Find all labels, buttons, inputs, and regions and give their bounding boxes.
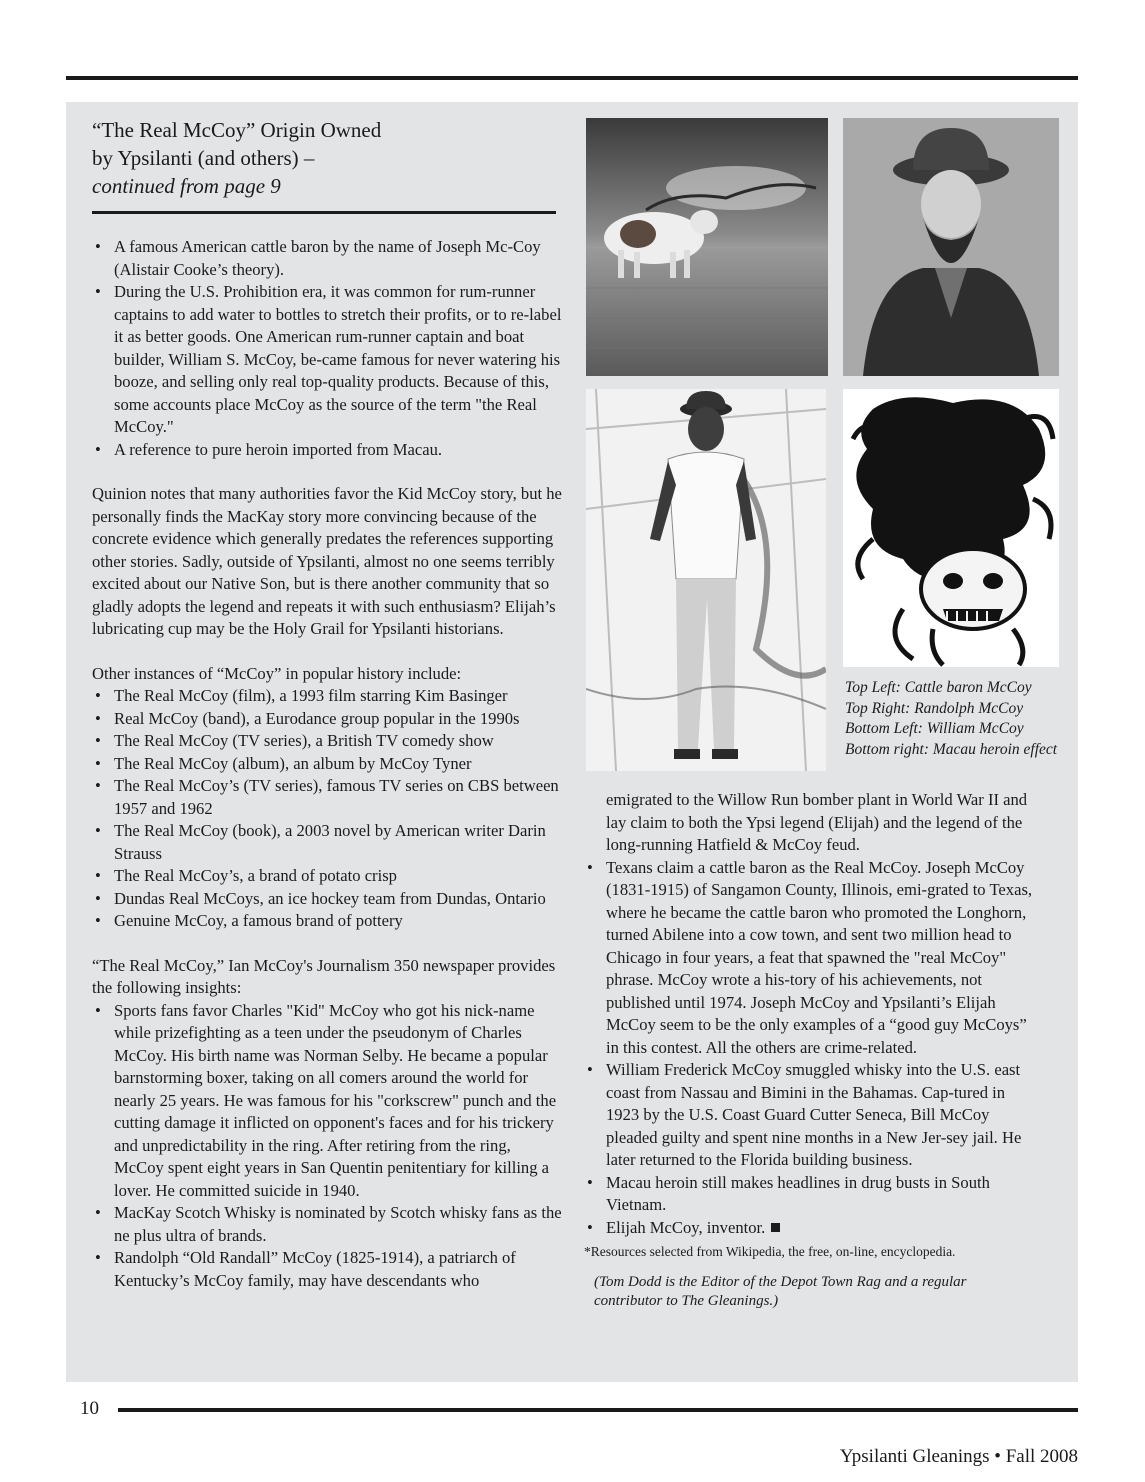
journalism-insights-list <box>92 1000 564 1293</box>
list-item: • Genuine McCoy, a famous brand of pottery <box>92 910 564 933</box>
macau-heroin-illustration <box>843 389 1059 667</box>
list-item: • Dundas Real McCoys, an ice hockey team from Dundas, Ontario <box>92 888 564 911</box>
randolph-mccoy-photo <box>843 118 1059 376</box>
publication-name: Ypsilanti Gleanings <box>839 1446 990 1467</box>
list-item: • The Real McCoy (book), a 2003 novel by American writer Darin Strauss <box>92 820 564 865</box>
author-byline: (Tom Dodd is the Editor of the Depot Town Rag and a regular contributor to The Gleanings.) <box>594 1274 967 1309</box>
list-item: • MacKay Scotch Whisky is nominated by Scotch whisky fans as the ne plus ultra of brands. <box>92 1202 564 1247</box>
issue-date: Fall 2008 <box>1005 1446 1078 1467</box>
top-rule <box>66 76 1078 80</box>
resources-note: *Resources selected from Wikipedia, the free, on-line, encyclopedia. <box>584 1244 956 1259</box>
caption-line: Top Right: Randolph McCoy <box>845 699 1024 717</box>
heading-line-1: “The Real McCoy” Origin Owned <box>92 118 382 142</box>
footer-separator: • <box>994 1446 1001 1467</box>
list-item: • Real McCoy (band), a Eurodance group popular in the 1990s <box>92 708 564 731</box>
list-item: • The Real McCoy (album), an album by McCoy Tyner <box>92 753 564 776</box>
caption-line: Bottom right: Macau heroin effect <box>845 740 1058 758</box>
heading-continued: continued from page 9 <box>92 174 281 198</box>
list-item: • A famous American cattle baron by the name of Joseph Mc-Coy (Alistair Cooke’s theory). <box>92 236 564 281</box>
list-item: • Sports fans favor Charles "Kid" McCoy who got his nick-name while prizefighting as a teen under the pseudonym of Charles McCoy. His birth name was Norman Selby. He became a popular barnstorming boxer, taking on all comers around the world for nearly 25 years. He was famous for his "corkscrew" punch and the cutting damage it inflicted on opponent's faces and for his trickery and unpredictability in the ring. After retiring from the ring, McCoy spent eight years in San Quentin penitentiary for killing a lover. He committed suicide in 1940. <box>92 1000 564 1203</box>
mccoy-claims-list <box>584 857 1034 1240</box>
list-item <box>584 1217 1034 1240</box>
william-mccoy-photo <box>586 389 826 771</box>
continued-text: emigrated to the Willow Run bomber plant in World War II and lay claim to both the Ypsi legend (Elijah) and the legend of the long-running Hatfield & McCoy feud. <box>606 790 1028 854</box>
other-instances-list <box>92 685 564 933</box>
list-item: • Macau heroin still makes headlines in drug busts in South Vietnam. <box>584 1172 1034 1217</box>
list-item: • The Real McCoy (film), a 1993 film starring Kim Basinger <box>92 685 564 708</box>
list-item: • The Real McCoy’s, a brand of potato crisp <box>92 865 564 888</box>
origin-theories-list <box>92 236 564 461</box>
caption-line: Top Left: Cattle baron McCoy <box>845 679 1032 696</box>
page-number: 10 <box>80 1398 99 1419</box>
heading-line-2: by Ypsilanti (and others) – <box>92 146 315 170</box>
list-item: • Texans claim a cattle baron as the Real McCoy. Joseph McCoy (1831-1915) of Sangamon County, Illinois, emi-grated to Texas, where he became the cattle baron who promoted the Longhorn, turned Abilene into a cow town, and sent two million head to Chicago in four years, a feat that spawned the "real McCoy" phrase. McCoy wrote a his-tory of his achievements, not published until 1974. Joseph McCoy and Ypsilanti’s Elijah McCoy seem to be the only examples of a “good guy McCoys” in this contest. All the others are crime-related. <box>584 857 1034 1060</box>
other-instances-intro: Other instances of “McCoy” in popular history include: <box>92 663 462 683</box>
list-item: • The Real McCoy’s (TV series), famous TV series on CBS between 1957 and 1962 <box>92 775 564 820</box>
quinion-paragraph: Quinion notes that many authorities favor the Kid McCoy story, but he personally finds the MacKay story more convincing because of the concrete evidence which generally predates the references supporting other stories. Sadly, outside of Ypsilanti, almost no one seems terribly excited about our Native Son, but is there another community that so gladly adopts the legend and repeats it with such enthusiasm? Elijah’s lubricating cup may be the Holy Grail for Ypsilanti historians. <box>92 484 562 638</box>
journalism-intro: “The Real McCoy,” Ian McCoy's Journalism 350 newspaper provides the following insights: <box>92 955 556 997</box>
list-item: • During the U.S. Prohibition era, it was common for rum-runner captains to add water to bottles to stretch their profits, or to re-label it as better goods. One American rum-runner captain and boat builder, William S. McCoy, be-came famous for never watering his booze, and selling only real top-quality products. Because of this, some accounts place McCoy as the source of the term "the Real McCoy." <box>92 281 564 439</box>
left-column <box>92 236 564 1292</box>
bottom-rule <box>118 1408 1078 1412</box>
list-item: • A reference to pure heroin imported from Macau. <box>92 439 564 462</box>
heading-rule <box>92 211 556 214</box>
cattle-baron-photo <box>586 118 828 376</box>
list-item: • William Frederick McCoy smuggled whisky into the U.S. east coast from Nassau and Bimini in the Bahamas. Cap-tured in 1923 by the U.S. Coast Guard Cutter Seneca, Bill McCoy pleaded guilty and spent nine months in a New Jer-sey jail. He later returned to the Florida building business. <box>584 1059 1034 1172</box>
list-item-text: Elijah McCoy, inventor. <box>606 1217 766 1237</box>
publication-footer <box>840 1446 1078 1468</box>
caption-line: Bottom Left: William McCoy <box>845 720 1024 737</box>
right-column <box>584 789 1034 1311</box>
end-of-article-mark <box>771 1223 780 1232</box>
article-heading <box>92 116 562 200</box>
photo-caption <box>845 678 1075 760</box>
list-item: • The Real McCoy (TV series), a British TV comedy show <box>92 730 564 753</box>
list-item: • Randolph “Old Randall” McCoy (1825-1914), a patriarch of Kentucky’s McCoy family, may have descendants who <box>92 1247 564 1292</box>
